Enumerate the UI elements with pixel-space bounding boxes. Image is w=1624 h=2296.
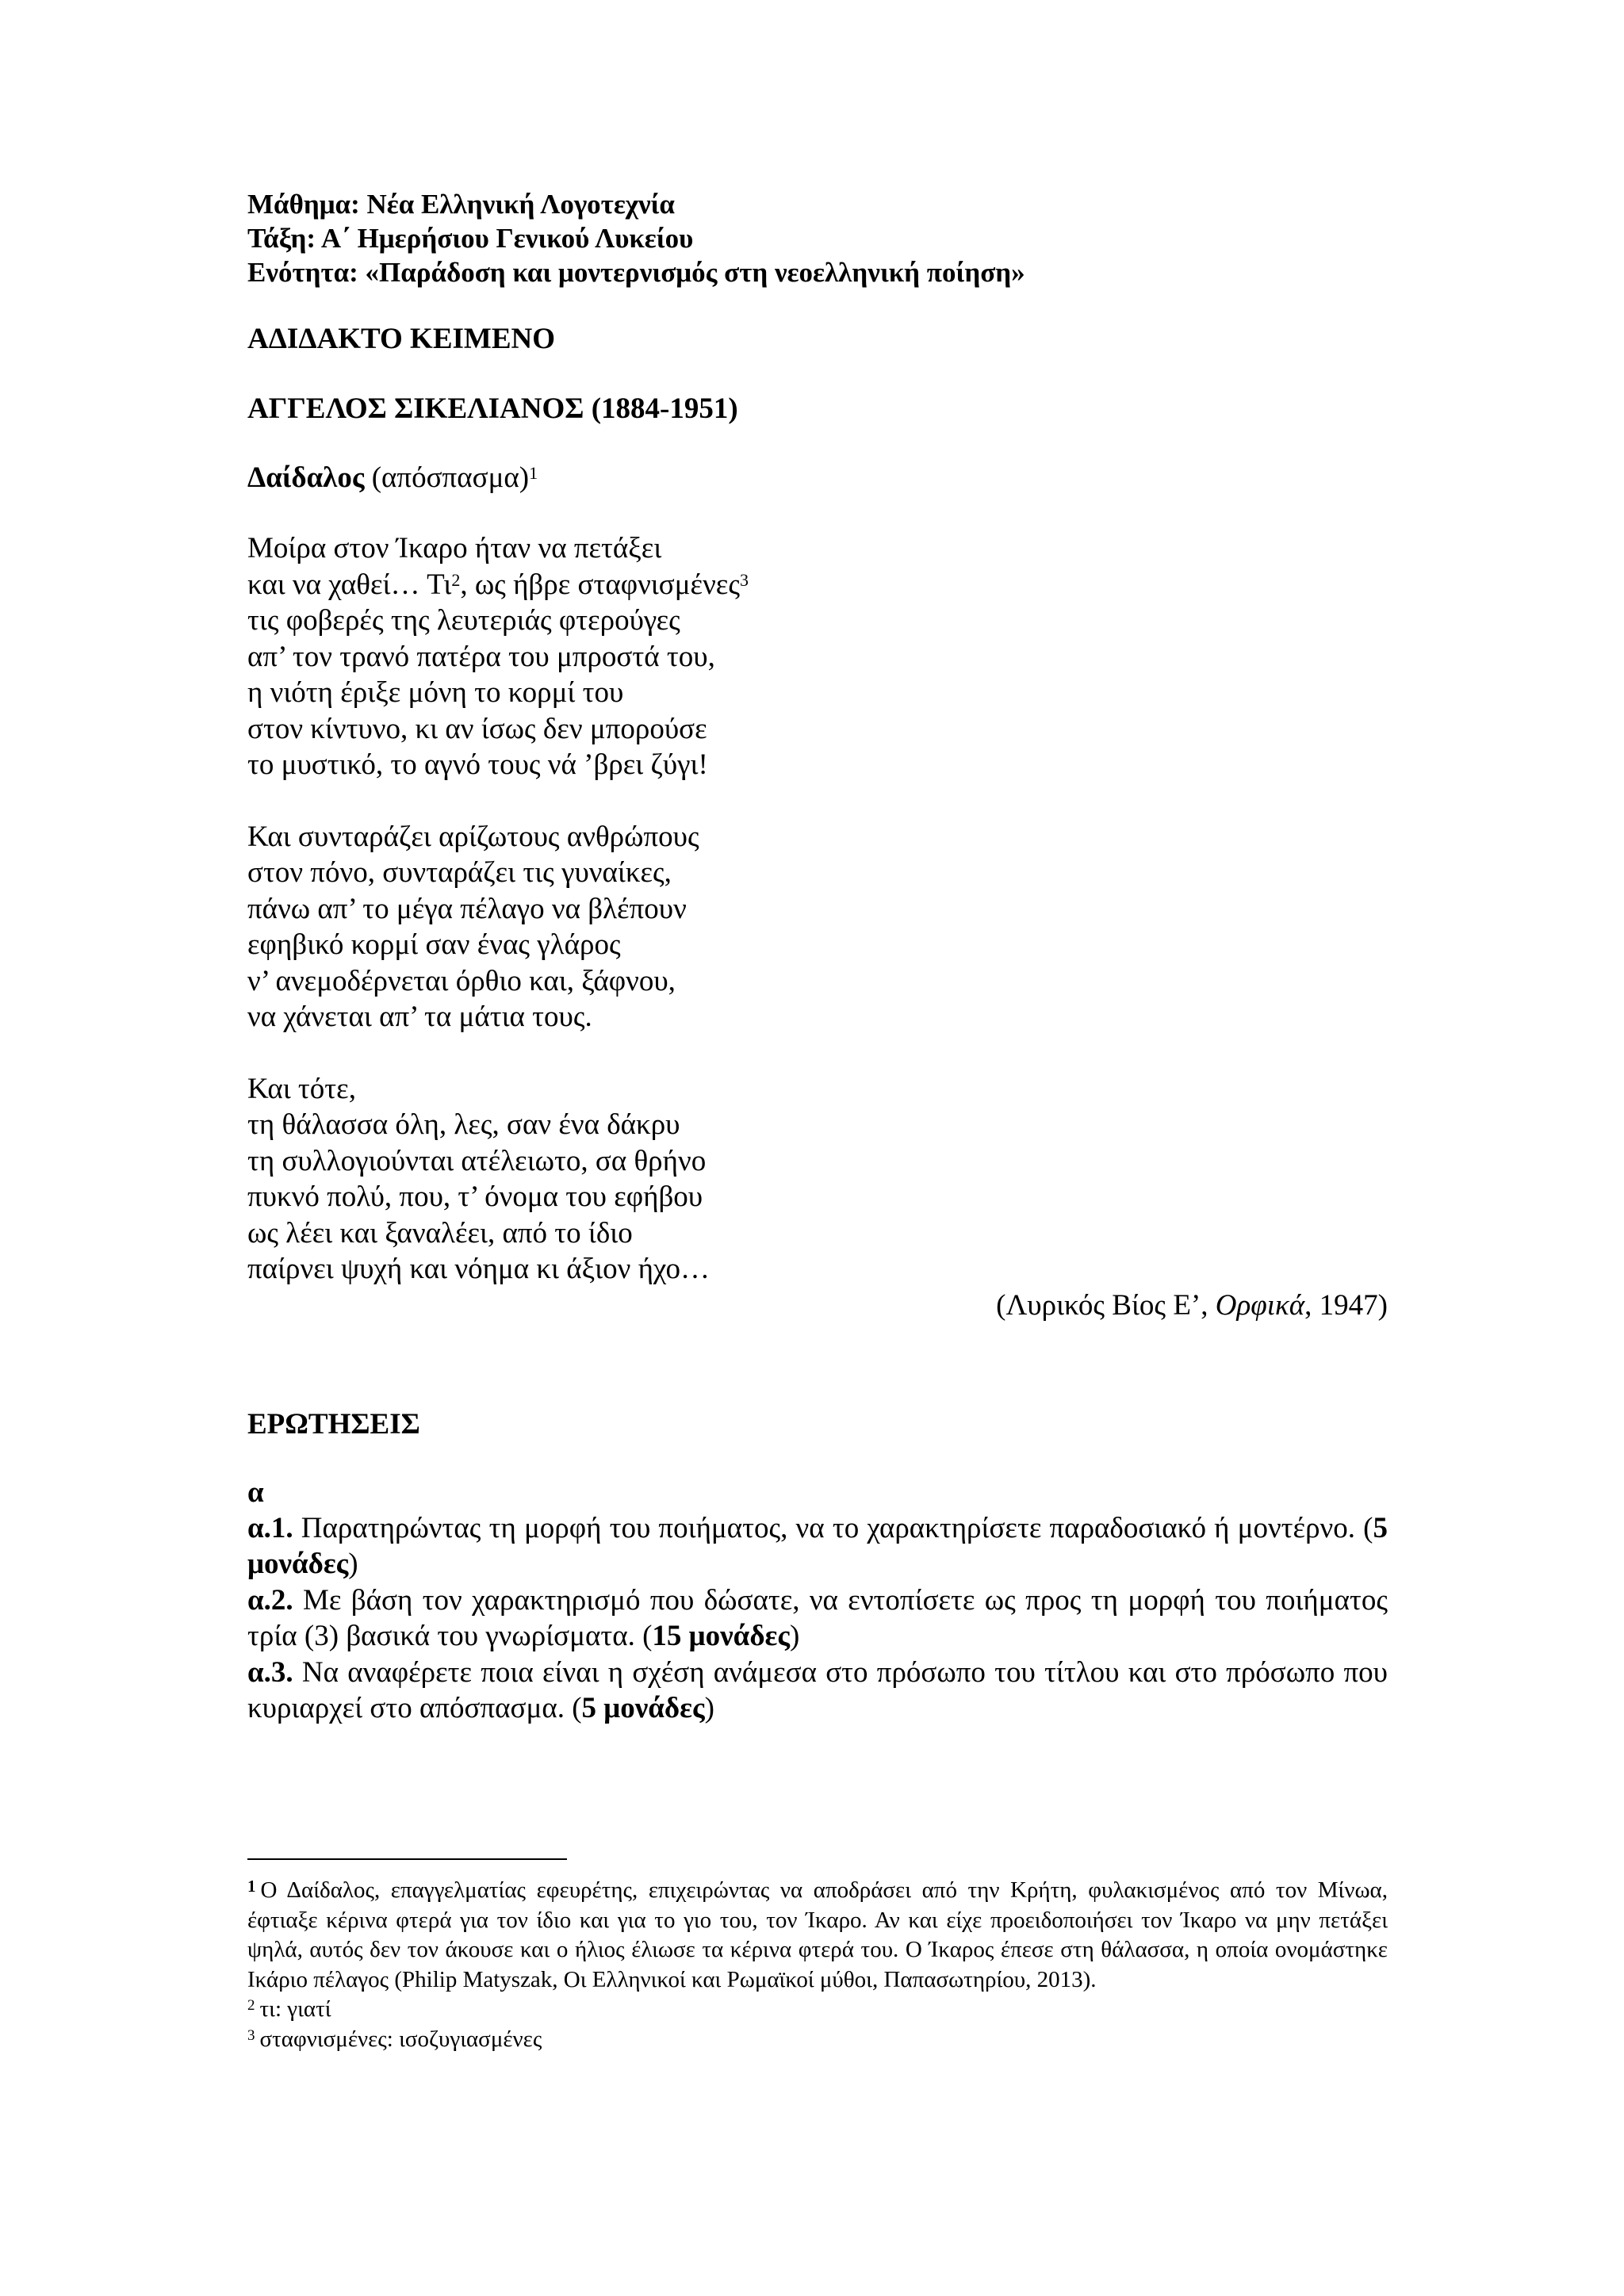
poem-line: ως λέει και ξαναλέει, από το ίδιο xyxy=(247,1216,633,1249)
poem-line: και να χαθεί… $T\iota^2$, ως ήβρε σταφνισμένες$^3$ xyxy=(247,568,749,601)
poem-line: ν’ ανεμοδέρνεται όρθιο και, ξάφνου, xyxy=(247,964,676,997)
footnote-3: $^3$ σταφνισμένες: ισοζυγιασμένες xyxy=(247,2026,542,2052)
poem-line: τις φοβερές της λευτεριάς φτερούγες xyxy=(247,604,680,637)
poem-source: (Λυρικός Βίος Ε’, Ορφικά, 1947) xyxy=(996,1288,1388,1322)
poem-line: να χάνεται απ’ τα μάτια τους. xyxy=(247,1001,592,1033)
questions-heading: ΕΡΩΤΗΣΕΙΣ xyxy=(247,1407,420,1441)
footnotes xyxy=(247,1876,1388,2054)
stanza-2 xyxy=(247,819,1388,1035)
question-group-label: α xyxy=(247,1475,264,1509)
subject-line: Μάθημα: Νέα Ελληνική Λογοτεχνία xyxy=(247,189,675,220)
footnote-2: $^2$ τι: γιατί xyxy=(247,1996,331,2022)
stanza-1 xyxy=(247,530,1388,783)
question-a1: α.1. Παρατηρώντας τη μορφή του ποιήματος, να το χαρακτηρίσετε παραδοσιακό ή μοντέρνο. (5 μονάδες) xyxy=(247,1511,1388,1580)
footnote-ref-1: 1 xyxy=(529,463,538,483)
footnote-ref-2: 2 xyxy=(451,569,461,590)
footnote-1: $^1$ Ο Δαίδαλος, επαγγελματίας εφευρέτης, επιχειρώντας να αποδράσει από την Κρήτη, φυλακισμένος από τον Μίνωα, έφτιαξε κέρινα φτερά για τον ίδιο και για το γιο του, τον Ίκαρο. Αν και είχε προειδοποιήσει τον Ίκαρο να μην πετάξει ψηλά, αυτός δεν τον άκουσε και ο ήλιος έλιωσε τα κέρινα φτερά του. Ο Ίκαρος έπεσε στη θάλασσα, η οποία ονομάστηκε Ικάριο πέλαγος (Philip Matyszak, Οι Ελληνικοί και Ρωμαϊκοί μύθοι, Παπασωτηρίου, 2013). xyxy=(247,1877,1388,1992)
unit-line: Ενότητα: «Παράδοση και μοντερνισμός στη νεοελληνική ποίηση» xyxy=(247,257,1025,288)
poem-line: πάνω απ’ το μέγα πέλαγο να βλέπουν xyxy=(247,892,687,925)
grade-line: Τάξη: Α΄ Ημερήσιου Γενικού Λυκείου xyxy=(247,223,694,254)
poem-line: στον κίντυνο, κι αν ίσως δεν μπορούσε xyxy=(247,712,707,745)
poem-subtitle: (απόσπασμα) xyxy=(364,461,530,494)
poem-line: στον πόνο, συνταράζει τις γυναίκες, xyxy=(247,856,672,889)
poem-line: το μυστικό, το αγνό τους νά ’βρει ζύγι! xyxy=(247,748,708,781)
question-a3: α.3. Να αναφέρετε ποια είναι η σχέση ανάμεσα στο πρόσωπο του τίτλου και στο πρόσωπο που κυριαρχεί στο απόσπασμα. (5 μονάδες) xyxy=(247,1655,1388,1724)
text-heading: ΑΔΙΔΑΚΤΟ ΚΕΙΜΕΝΟ xyxy=(247,323,556,355)
poem-line: πυκνό πολύ, που, τ’ όνομα του εφήβου xyxy=(247,1181,703,1213)
poem-line: απ’ τον τρανό πατέρα του μπροστά του, xyxy=(247,640,715,673)
poem-line: παίρνει ψυχή και νόημα κι άξιον ήχο… xyxy=(247,1253,710,1285)
poem-title-name: Δαίδαλος xyxy=(247,461,365,494)
question-number: α.3. xyxy=(247,1655,293,1689)
document-body xyxy=(247,187,1388,1727)
question-number: α.2. xyxy=(247,1583,293,1617)
footnote-ref-3: 3 xyxy=(739,569,749,590)
poem-title xyxy=(247,461,1388,495)
poem-line: Και συνταράζει αρίζωτους ανθρώπους xyxy=(247,820,699,853)
question-points: 5 μονάδες xyxy=(581,1692,705,1724)
footnote-mark: 2 xyxy=(247,1997,255,2014)
poem-line: η νιότη έριξε μόνη το κορμί του xyxy=(247,676,624,709)
footnote-separator xyxy=(247,1858,567,1860)
question-points: 15 μονάδες xyxy=(652,1620,790,1652)
question-points: 5 μονάδες xyxy=(247,1511,1388,1580)
stanza-3 xyxy=(247,1071,1388,1288)
question-a2: α.2. Με βάση τον χαρακτηρισμό που δώσατε, να εντοπίσετε ως προς τη μορφή του ποιήματος τρία (3) βασικά του γνωρίσματα. (15 μονάδες) xyxy=(247,1583,1388,1652)
footnote-mark: 3 xyxy=(247,2026,255,2044)
poem-line: εφηβικό κορμί σαν ένας γλάρος xyxy=(247,928,621,961)
poem-line: Μοίρα στον Ίκαρο ήταν να πετάξει xyxy=(247,532,662,564)
poem-line: τη συλλογιούνται ατέλειωτο, σα θρήνο xyxy=(247,1144,707,1177)
poem-line: Και τότε, xyxy=(247,1072,356,1105)
source-work: Ορφικά xyxy=(1215,1288,1305,1322)
author-heading: ΑΓΓΕΛΟΣ ΣΙΚΕΛΙΑΝΟΣ (1884-1951) xyxy=(247,392,738,425)
footnote-mark: 1 xyxy=(247,1877,256,1896)
poem-line: τη θάλασσα όλη, λες, σαν ένα δάκρυ xyxy=(247,1108,680,1141)
question-number: α.1. xyxy=(247,1511,293,1544)
